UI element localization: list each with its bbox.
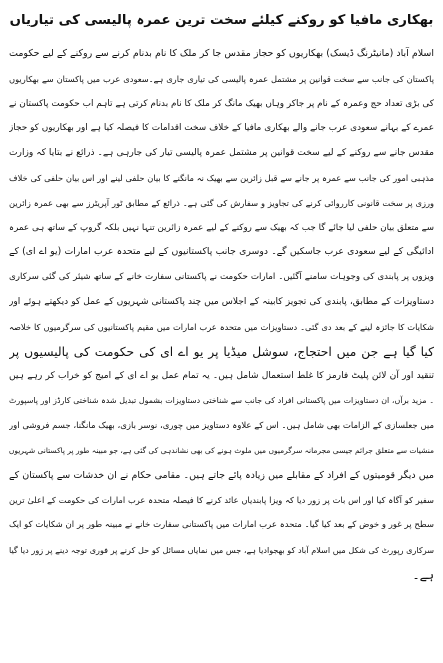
article-line: پاکستان کی جانب سے سخت قوانین پر مشتمل عمرہ پالیسی کی تیاری جاری ہے۔سعودی عرب میں پاکستان سے بھکاریوں [9,73,434,84]
article-line: ۔ مزید برآں، ان دستاویزات میں پاکستانی افراد کی جانب سے شناختی دستاویزات بشمول تبدیل شدہ شناختی کارڈز اور پاسپورٹ [9,396,434,406]
article-line: سے متعلق بیان حلفی لیا جائے گا جب کہ بھیک سے روکنے کے لیے عمرہ زائرین تنہا نہیں بلکہ گروپ کے ساتھ ہی عمرہ [9,222,434,233]
article-line: مذہبی امور کی جانب سے عمرہ پر جانے سے قبل زائرین سے بھیک نہ مانگنے کا بیان حلفی لینے اور اس بیان حلفی کی خلاف [9,172,434,183]
article-body [9,42,434,588]
article-line: میں دیگر قومیتوں کے افراد کے مقابلے میں زیادہ پائے جاتے ہیں۔ مقامی حکام نے ان خدشات سے پاکستان کے [9,469,434,481]
article-line: سطح پر غور و خوض کے بعد کیا گیا۔ متحدہ عرب امارات میں پاکستانی سفارت خانے نے مبینہ طور پر ان شکایات کو ایک [9,520,434,531]
article-line: سرکاری رپورٹ کی شکل میں اسلام آباد کو بھجوادیا ہے، جس میں نمایاں مسائل کو حل کرنے پر فوری توجہ دینے پر زور دیا گیا [9,544,434,555]
article-headline: بھکاری مافیا کو روکنے کیلئے سخت ترین عمرہ پالیسی کی تیاریاں [9,13,434,28]
article-line: سفیر کو آگاہ کیا اور اس بات پر زور دیا کہ ویزا پابندیاں عائد کرنے کا فیصلہ متحدہ عرب امارات کی حکومت کے اعلیٰ ترین [9,495,434,506]
article-line: مقدس جانے سے روکنے کے لیے سخت قوانین پر مشتمل عمرہ پالیسی تیار کی جارہی ہے۔ ذرائع نے بتایا کہ وزارت [9,148,434,159]
article-line: کیا گیا ہے جن میں احتجاج، سوشل میڈیا پر یو اے ای کی حکومت کی پالیسیوں پر [9,344,434,359]
article-line: ورزی پر سخت قانونی کارروائی کرنے کی تجاویز و سفارش کی گئی ہے۔ ذرائع کے مطابق ٹور آپریٹرز سے بھی عمرہ زائرین [9,197,434,208]
article-line: عمرے کے بہانے سعودی عرب جانے والے بھکاری مافیا کے خلاف سخت اقدامات کا فیصلہ کیا ہے اور بھکاریوں کو حجاز [9,123,434,134]
article-line: کی بڑی تعداد حج وعمرہ کے نام پر جاکر وہاں بھیک مانگ کر ملک کا نام بدنام کرتی ہے تاہم اب حکومت پاکستان نے [9,98,434,109]
article-line: ہے۔ [412,567,434,582]
article-line: تنقید اور آن لائن پلیٹ فارمز کا غلط استعمال شامل ہیں۔ یہ تمام عمل یو اے ای کے امیج کو خراب کر رہے ہیں [9,371,434,382]
article-line: میں جعلسازی کے الزامات بھی شامل ہیں۔ اس کے علاوہ دستاویز میں چوری، نوسر بازی، بھیک مانگنا، جسم فروشی اور [9,420,434,431]
article-line: منشیات سے متعلق جرائم جیسی مجرمانہ سرگرمیوں میں ملوث ہونے کی بھی نشاندہی کی گئی ہے، جو مبینہ طور پر پاکستانی شہریوں [9,445,434,455]
article-line: ویزوں پر پابندی کی وجوہات سامنے آگئیں۔ امارات حکومت نے پاکستانی سفارت خانے کے ساتھ شیئر کی گئی سرکاری [9,272,434,283]
article-line: ادائیگی کے لیے سعودی عرب جاسکیں گے۔ دوسری جانب پاکستانیوں کے لیے متحدہ عرب امارات (یو اے ای) کے [9,246,434,258]
article-line: اسلام آباد (مانیٹرنگ ڈیسک) بھکاریوں کو حجاز مقدس جا کر ملک کا نام بدنام کرنے سے روکنے کے لیے حکومت [9,48,434,59]
article-line: شکایات کا جائزہ لینے کے بعد دی گئی۔ دستاویزات میں متحدہ عرب امارات میں مقیم پاکستانیوں کی سرگرمیوں کا خلاصہ [9,321,434,332]
article-line: دستاویزات کے مطابق، پابندی کی تجویز کابینہ کے اجلاس میں چند پاکستانی شہریوں کے عمل کو دیکھتے ہوئے اور [9,296,434,307]
